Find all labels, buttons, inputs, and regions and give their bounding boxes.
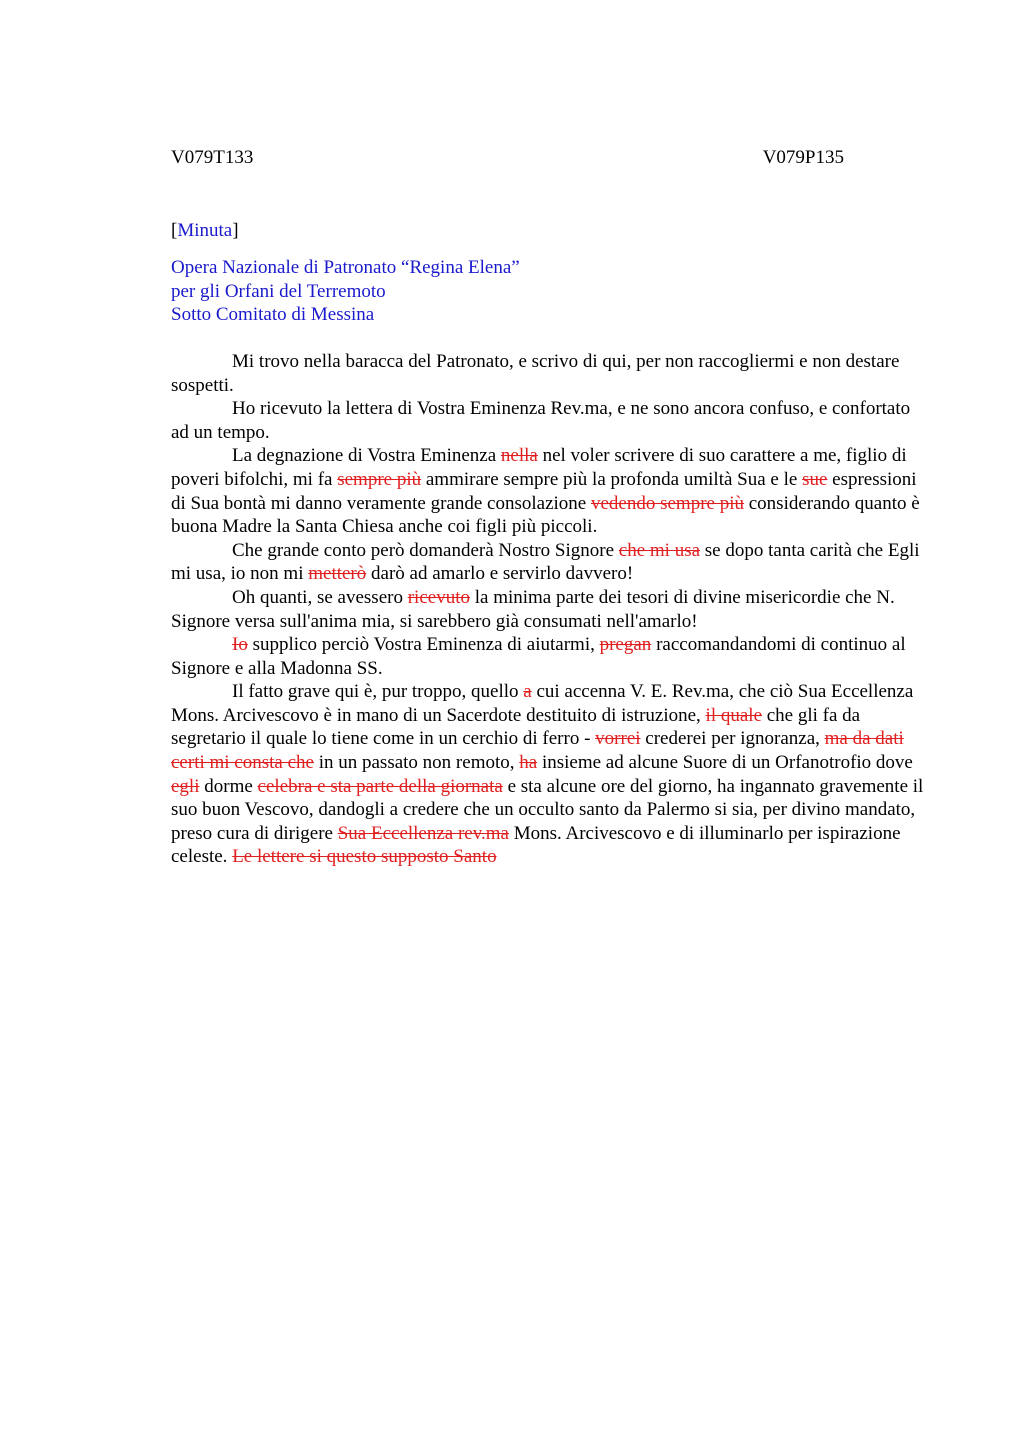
text-run: Mi trovo nella baracca del Patronato, e scrivo di qui, per non raccogliermi e non destare sospetti. <box>171 350 900 396</box>
text-run: che gli fa da segretario il quale lo tiene come in un cerchio di ferro - <box>171 704 861 750</box>
org-line-3: Sotto Comitato di Messina <box>171 304 375 326</box>
deleted-text: vorrei <box>595 728 641 750</box>
letter-body <box>171 350 931 869</box>
text-run: dorme <box>199 775 258 797</box>
text-run: la minima parte dei tesori di divine misericordie che N. Signore versa sull'anima mia, si sarebbero già consumati nell'amarlo! <box>171 586 895 632</box>
deleted-text: celebra e sta parte della giornata <box>257 775 503 797</box>
paragraph-4 <box>171 539 931 586</box>
deleted-text: nella <box>500 445 538 467</box>
paragraph-3 <box>171 444 931 538</box>
text-run: Mons. Arcivescovo e di illuminarlo per ispirazione celeste. <box>171 822 901 868</box>
deleted-text: Le lettere si questo supposto Santo <box>232 846 497 868</box>
text-run: nel voler scrivere di suo carattere a me, figlio di poveri bifolchi, mi fa <box>171 445 907 490</box>
text-run: considerando quanto è buona Madre la Santa Chiesa anche coi figli più piccoli. <box>171 492 920 538</box>
deleted-text: sempre più <box>337 468 422 490</box>
text-run: ammirare sempre più la profonda umiltà Sua e le <box>421 468 803 490</box>
text-run: Ho ricevuto la lettera di Vostra Eminenza Rev.ma, e ne sono ancora confuso, e confortato ad un tempo. <box>171 398 911 443</box>
text-run: Il fatto grave qui è, pur troppo, quello <box>232 681 524 703</box>
text-run: crederei per ignoranza, <box>640 728 825 750</box>
org-line-1: Opera Nazionale di Patronato “Regina Elena” <box>171 257 520 279</box>
paragraph-2 <box>171 397 931 444</box>
organization-heading <box>171 256 931 327</box>
text-run: supplico perciò Vostra Eminenza di aiutarmi, <box>247 634 600 656</box>
paragraph-6 <box>171 633 931 680</box>
deleted-text: vedendo sempre più <box>590 492 744 514</box>
deleted-text: metterò <box>308 563 367 585</box>
paragraph-5 <box>171 586 931 633</box>
deleted-text: che mi usa <box>618 539 701 561</box>
text-run: Che grande conto però domanderà Nostro Signore <box>232 539 619 561</box>
letter-page <box>171 146 931 869</box>
deleted-text: a <box>523 681 532 703</box>
left-code: V079T133 <box>171 147 254 168</box>
deleted-text: Sua Eccellenza rev.ma <box>337 822 509 844</box>
text-run: raccomandandomi di continuo al Signore e alla Madonna SS. <box>171 634 906 679</box>
org-line-2: per gli Orfani del Terremoto <box>171 280 386 302</box>
draft-label-word: Minuta <box>177 219 233 241</box>
deleted-text: il quale <box>705 704 762 726</box>
right-code: V079P135 <box>762 147 844 168</box>
deleted-text: ha <box>519 752 538 774</box>
document-header <box>171 146 844 170</box>
deleted-text: ricevuto <box>407 586 470 608</box>
draft-label: [Minuta] <box>171 219 239 241</box>
paragraph-7 <box>171 680 931 869</box>
text-run: La degnazione di Vostra Eminenza <box>232 445 501 467</box>
text-run: se dopo tanta carità che Egli mi usa, io non mi <box>171 539 920 585</box>
paragraph-1 <box>171 350 931 397</box>
deleted-text: sue <box>802 468 828 490</box>
text-run: darò ad amarlo e servirlo davvero! <box>366 563 634 585</box>
text-run: cui accenna V. E. Rev.ma, che ciò Sua Eccellenza Mons. Arcivescovo è in mano di un Sacerdote destituito di istruzione, <box>171 681 914 726</box>
text-run: e sta alcune ore del giorno, ha ingannato gravemente il suo buon Vescovo, dandogli a credere che un occulto santo da Palermo si sia, per divino mandato, preso cura di dirigere <box>171 775 924 844</box>
text-run: insieme ad alcune Suore di un Orfanotrofio dove <box>537 752 913 774</box>
text-run: espressioni di Sua bontà mi danno veramente grande consolazione <box>171 468 917 514</box>
deleted-text: ma da dati certi mi consta che <box>171 728 904 774</box>
text-run: in un passato non remoto, <box>313 752 520 774</box>
text-run: Oh quanti, se avessero <box>232 586 408 608</box>
deleted-text: egli <box>171 775 200 797</box>
deleted-text: pregan <box>599 634 652 656</box>
deleted-text: Io <box>232 634 248 656</box>
